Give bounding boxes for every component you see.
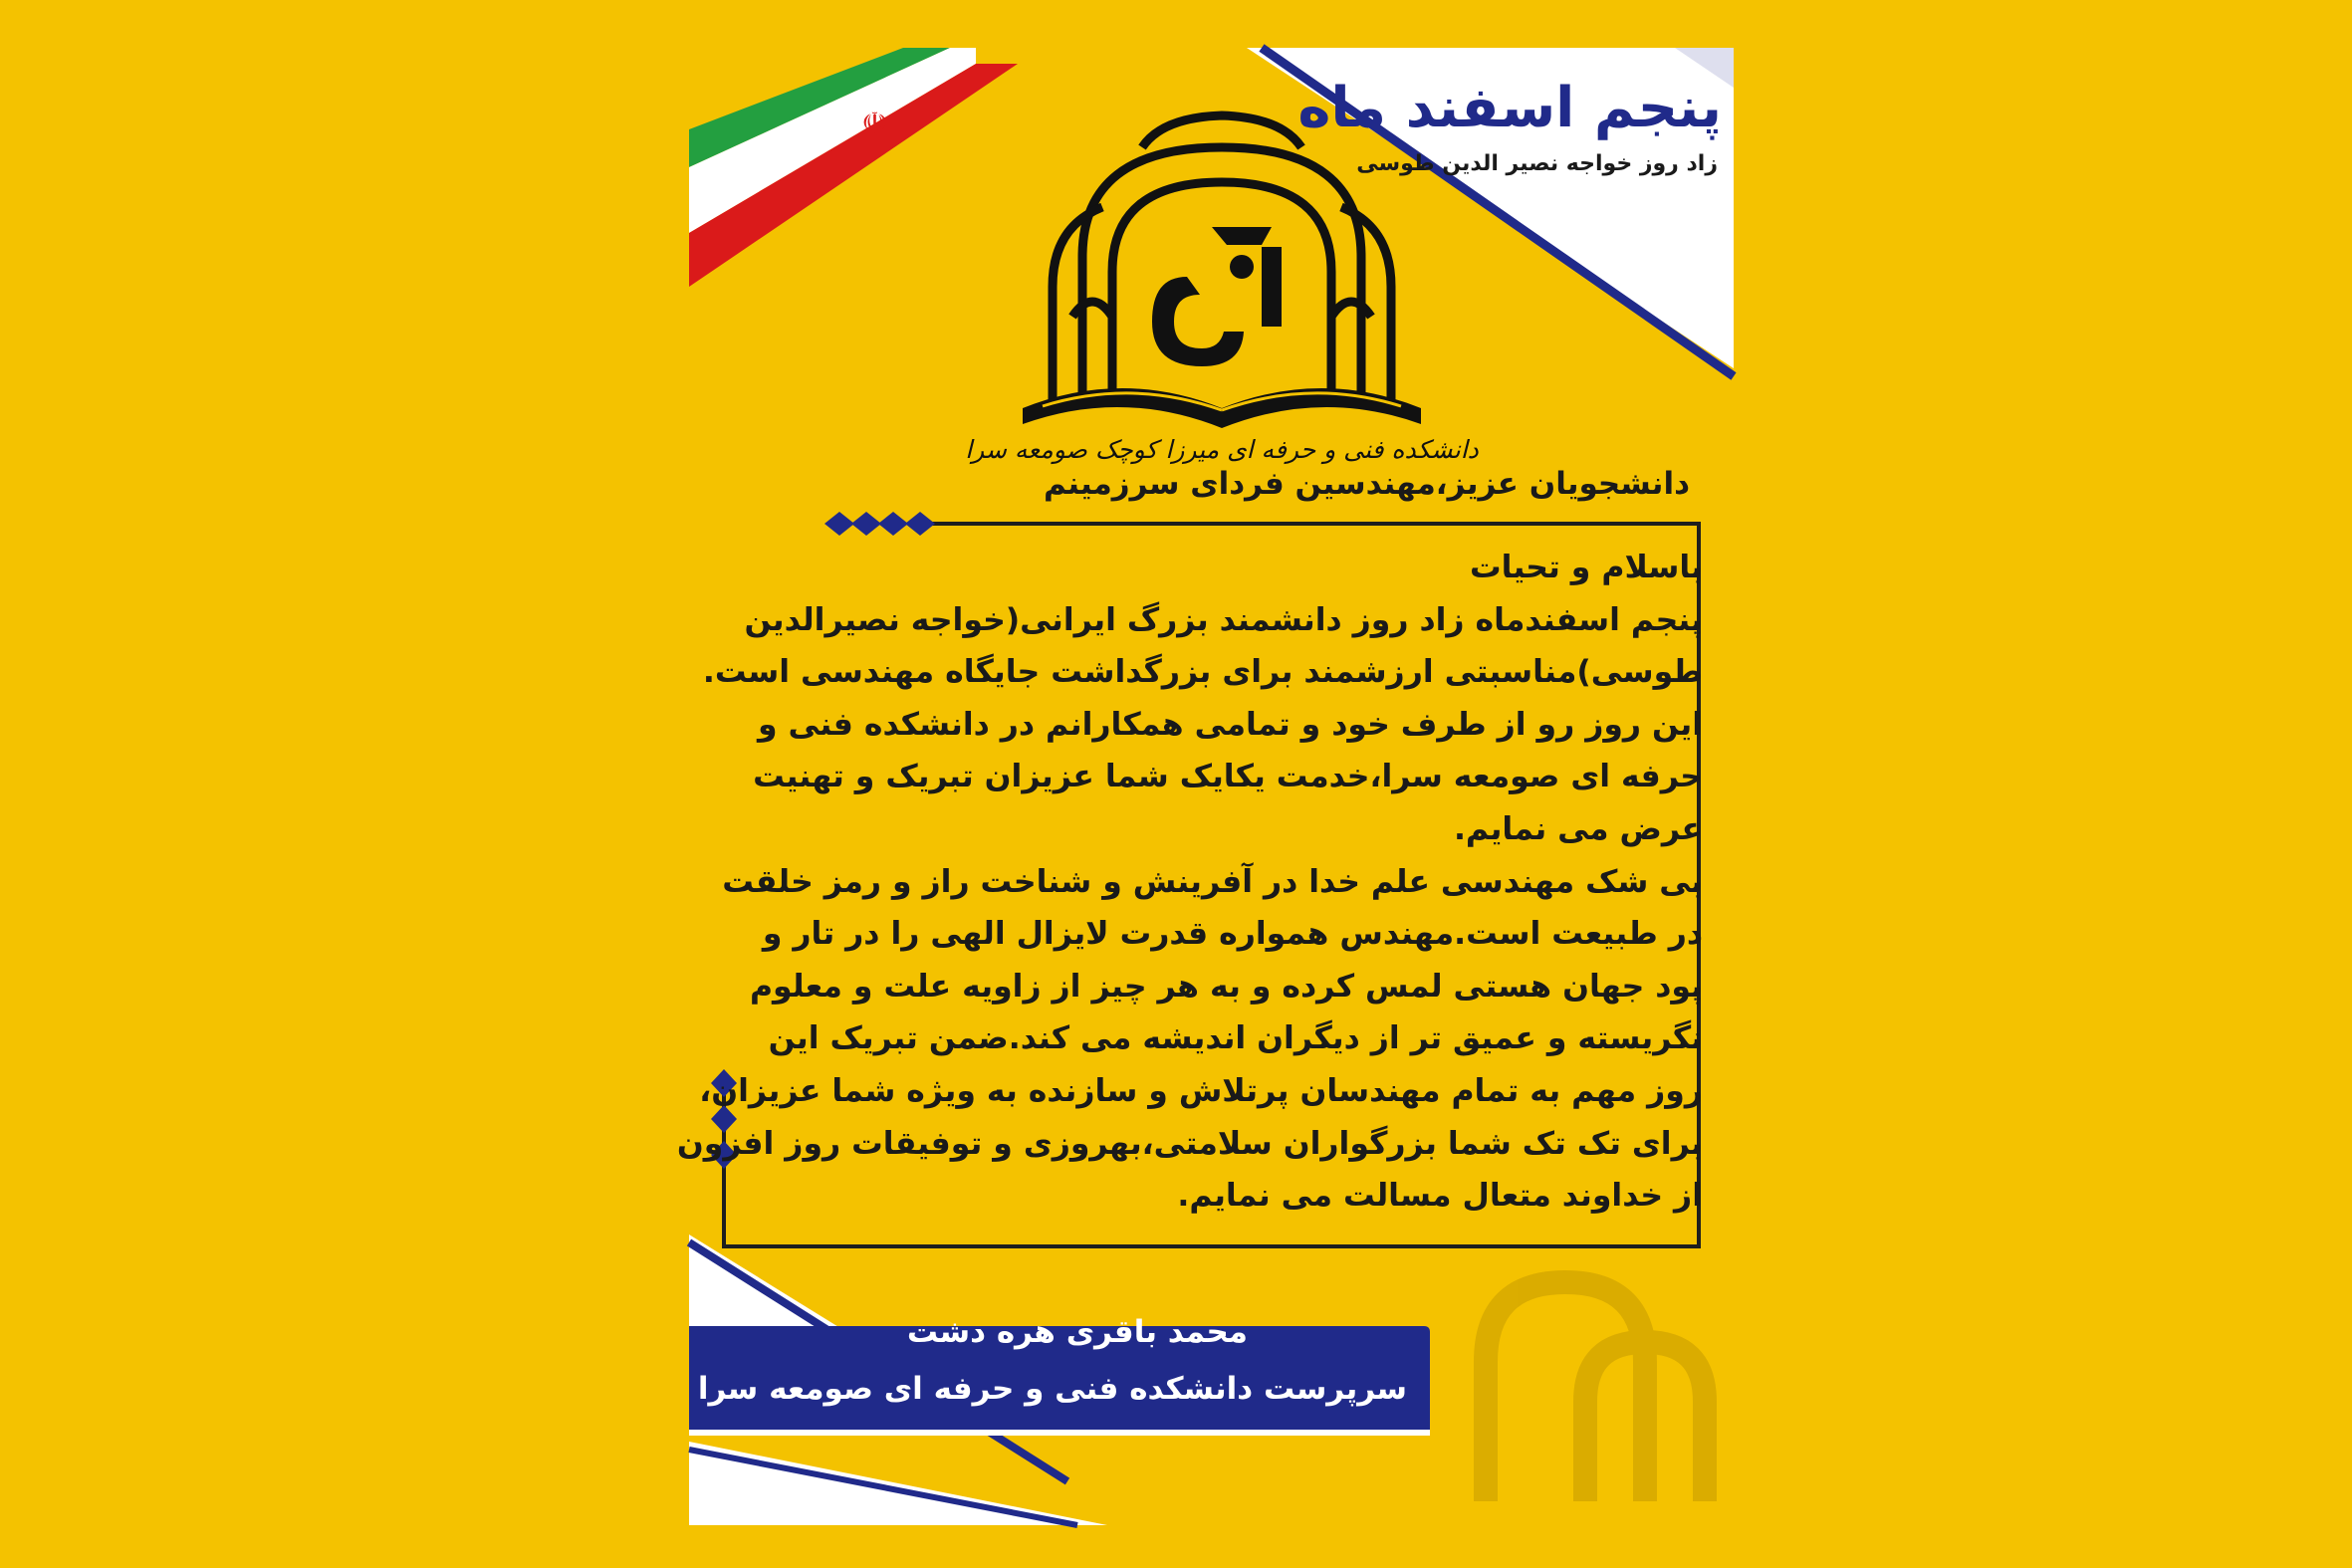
logo-caption: دانشکده فنی و حرفه ای میرزا کوچک صومعه سرا [965,435,1479,464]
letter-line: پود جهان هستی لمس کرده و به هر چیز از زاویه علت و معلوم [749,968,1703,1005]
signature-role: سرپرست دانشکده فنی و حرفه ای صومعه سرا [697,1371,1407,1407]
letter-line: طوسی)مناسبتی ارزشمند برای بزرگداشت جایگاه مهندسی است. [702,654,1703,691]
page-title: پنجم اسفند ماه [1297,76,1722,140]
logo-book-icon [1023,388,1421,428]
letter-line: پنجم اسفندماه زاد روز دانشمند بزرگ ایرانی(خواجه نصیرالدین [744,601,1703,638]
letter-line: از خداوند متعال مسالت می نمایم. [1177,1178,1703,1215]
poster [676,48,1734,1525]
letter-line: در طبیعت است.مهندس همواره قدرت لایزال الهی را در تار و [762,916,1703,953]
greeting-heading: دانشجویان عزیز،مهندسین فردای سرزمینم [1044,466,1690,502]
logo-letters-icon [1152,227,1282,366]
college-logo [965,108,1479,476]
bottom-white-wedge [689,1442,1107,1525]
signature-name: محمد باقری هره دشت [906,1314,1248,1350]
letter-line: حرفه ای صومعه سرا،خدمت یکایک شما عزیزان تبریک و تهنیت [753,759,1703,795]
logo-watermark [1486,1282,1705,1501]
letter-body [676,542,1703,1223]
letter-line: نگریسته و عمیق تر از دیگران اندیشه می کند.ضمن تبریک این [768,1020,1703,1057]
letter-line: روز مهم به تمام مهندسان پرتلاش و سازنده به ویژه شما عزیزان، [699,1072,1703,1109]
flag-ribbon [689,48,1018,287]
frame-diamonds-top [824,512,935,536]
letter-line: عرض می نمایم. [1453,810,1703,847]
letter-line: برای تک تک شما بزرگواران سلامتی،بهروزی و توفیقات روز افزون [676,1125,1703,1162]
letter-line: این روز رو از طرف خود و تمامی همکارانم در دانشکده فنی و [757,706,1703,743]
page-subtitle: زاد روز خواجه نصیر الدین طوسی [1356,151,1718,176]
flag-emblem-icon: ☫ [861,107,888,141]
letter-line: بی شک مهندسی علم خدا در آفرینش و شناخت راز و رمز خلقت [722,863,1703,900]
letter-line: باسلام و تحیات [1469,550,1703,585]
